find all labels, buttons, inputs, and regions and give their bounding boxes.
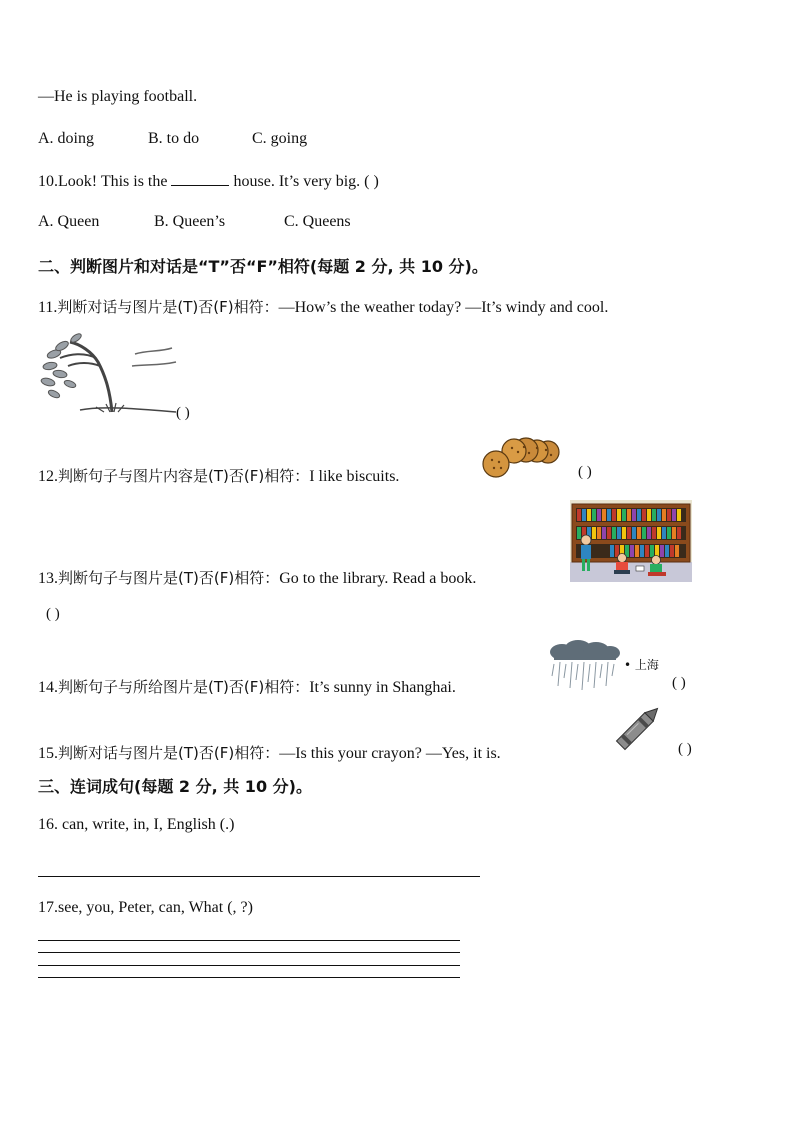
q12-line <box>38 465 399 486</box>
q12-answer-paren[interactable]: ( ) <box>578 464 592 480</box>
q17-answer-line-2[interactable] <box>38 952 460 953</box>
q13-line <box>38 567 476 588</box>
section3-title: 三、连词成句(每题 2 分, 共 10 分)。 <box>38 777 312 796</box>
q15-line <box>38 742 501 763</box>
q10-option-a: A. Queen <box>38 213 100 230</box>
q14-line <box>38 676 456 697</box>
q17-answer-line-3[interactable] <box>38 965 460 966</box>
q15-answer-paren[interactable]: ( ) <box>678 741 692 757</box>
q11-cn: 判断对话与图片是(T)否(F)相符： <box>57 298 279 316</box>
q10-stem-before: 10.Look! This is the <box>38 173 172 190</box>
q17-prompt: 17.see, you, Peter, can, What (, ?) <box>38 899 253 916</box>
q12-cn: 判断句子与图片内容是(T)否(F)相符： <box>58 467 310 485</box>
q11-en: —How’s the weather today? —It’s windy and cool. <box>278 299 609 316</box>
q14-en: It’s sunny in Shanghai. <box>309 679 456 696</box>
q16-prompt: 16. can, write, in, I, English (.) <box>38 816 235 833</box>
q10-option-c: C. Queens <box>284 213 351 230</box>
q15-cn: 判断对话与图片是(T)否(F)相符： <box>58 744 280 762</box>
crayon-icon <box>610 700 664 758</box>
q14-cn: 判断句子与所给图片是(T)否(F)相符： <box>58 678 310 696</box>
q17-answer-line-4[interactable] <box>38 977 460 978</box>
q10-stem-after: house. It’s very big. ( ) <box>229 173 379 190</box>
q10-stem <box>38 171 379 191</box>
q11-line <box>38 296 608 317</box>
q9-option-c: C. going <box>252 130 308 147</box>
q14-num: 14. <box>38 679 58 696</box>
q17-answer-line-1[interactable] <box>38 940 460 941</box>
section2-title: 二、判断图片和对话是“T”否“F”相符(每题 2 分, 共 10 分)。 <box>38 257 488 276</box>
windy-tree-icon <box>40 332 180 416</box>
q15-num: 15. <box>38 745 58 762</box>
q13-num: 13. <box>38 570 58 587</box>
q10-blank <box>171 171 229 186</box>
library-icon <box>570 500 692 582</box>
q13-answer-paren[interactable]: ( ) <box>46 606 60 622</box>
q9-option-b: B. to do <box>148 130 200 147</box>
biscuits-icon <box>482 436 564 480</box>
q10-option-b: B. Queen’s <box>154 213 226 230</box>
q11-num: 11. <box>38 299 58 316</box>
q12-en: I like biscuits. <box>309 468 400 485</box>
q15-en: —Is this your crayon? —Yes, it is. <box>279 745 501 762</box>
q11-answer-paren[interactable]: ( ) <box>176 405 190 421</box>
q12-num: 12. <box>38 468 58 485</box>
q14-answer-paren[interactable]: ( ) <box>672 675 686 691</box>
q9-option-a: A. doing <box>38 130 94 147</box>
q13-cn: 判断句子与图片是(T)否(F)相符： <box>58 569 280 587</box>
q9-answer-line: —He is playing football. <box>38 88 198 105</box>
q14-picture-label: • 上海 <box>624 658 659 672</box>
rain-cloud-icon <box>548 640 622 692</box>
q16-answer-line[interactable] <box>38 876 480 877</box>
q13-en: Go to the library. Read a book. <box>279 570 477 587</box>
